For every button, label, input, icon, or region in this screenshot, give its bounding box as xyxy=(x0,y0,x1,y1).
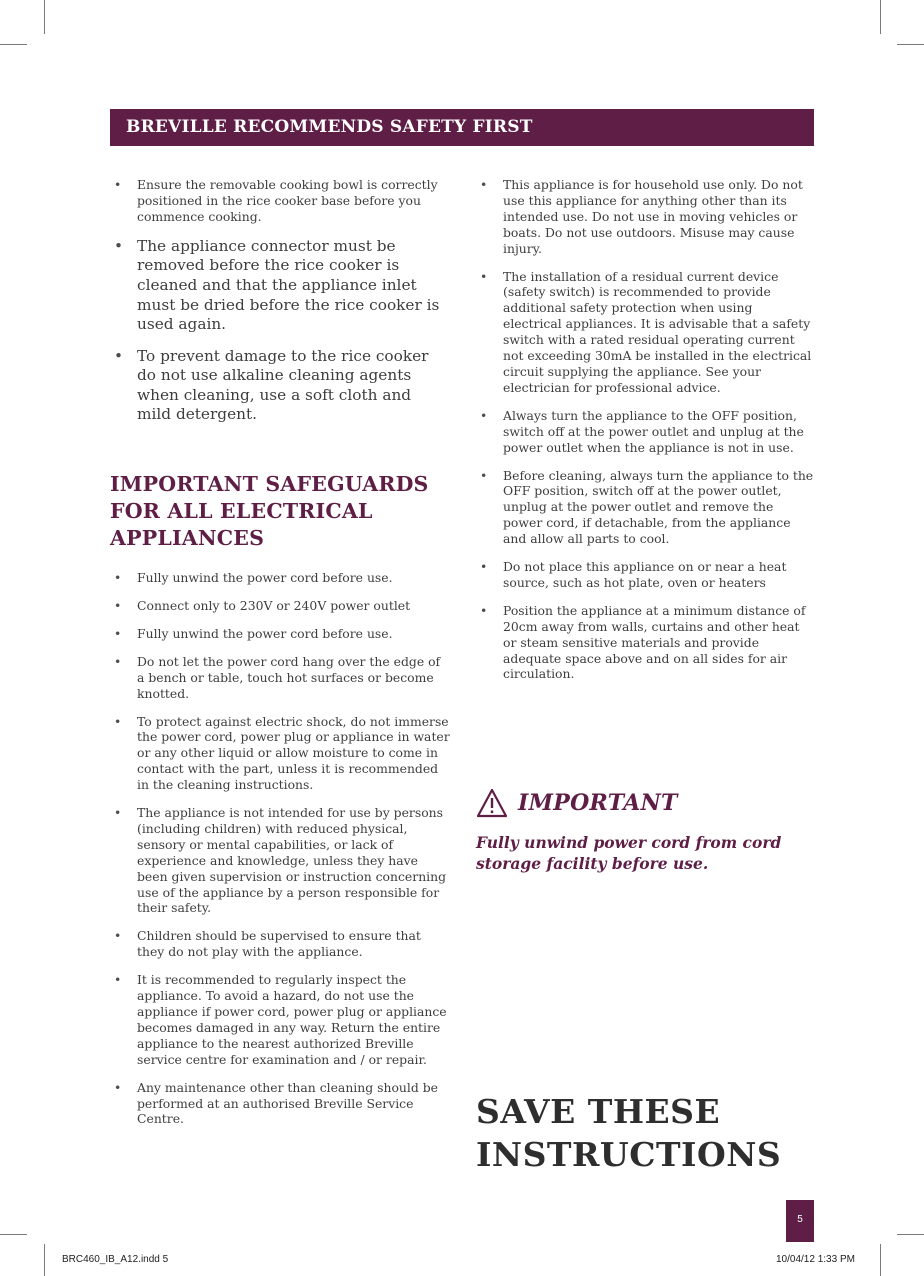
page-number-tab: 5 xyxy=(786,1200,814,1242)
crop-mark xyxy=(44,0,45,34)
file-slug: BRC460_IB_A12.indd 5 xyxy=(62,1254,169,1265)
left-column xyxy=(110,177,450,1139)
crop-mark xyxy=(44,1244,45,1276)
crop-mark xyxy=(880,1244,881,1276)
safeguards-bullet-list xyxy=(110,570,450,1127)
list-item: • Any maintenance other than cleaning should be performed at an authorised Breville Service Centre. xyxy=(114,1079,438,1127)
list-item: • The installation of a residual current device (safety switch) is recommended to provide additional safety protection when using electrical appliances. It is advisable that a safety switch with a rated residual operating current not exceeding 30mA be installed in the electrical circuit supplying the appliance. See your electrician for professional advice. xyxy=(480,268,812,395)
list-item: • It is recommended to regularly inspect the appliance. To avoid a hazard, do not use the appliance if power cord, power plug or appliance becomes damaged in any way. Return the entire appliance to the nearest authorized Breville service centre for examination and / or repair. xyxy=(114,972,447,1067)
list-item: • Before cleaning, always turn the appliance to the OFF position, switch off at the power outlet, unplug at the power outlet and remove the power cord, if detachable, from the appliance and allow all parts to cool. xyxy=(480,467,814,547)
bullet-icon: • xyxy=(114,805,122,821)
bullet-icon: • xyxy=(480,268,488,284)
important-callout xyxy=(476,788,806,874)
bullet-icon: • xyxy=(114,653,122,669)
list-item: • Do not place this appliance on or near a heat source, such as hot plate, oven or heaters xyxy=(480,559,787,590)
section-header-bar: BREVILLE RECOMMENDS SAFETY FIRST xyxy=(110,109,814,146)
list-item: • Position the appliance at a minimum distance of 20cm away from walls, curtains and other heat or steam sensitive materials and provide adequate space above and on all sides for air circulation. xyxy=(480,602,806,682)
bullet-icon: • xyxy=(114,236,124,255)
list-item: • Fully unwind the power cord before use. xyxy=(114,625,393,641)
bullet-icon: • xyxy=(480,467,488,483)
crop-mark xyxy=(897,1234,924,1235)
bullet-icon: • xyxy=(114,928,122,944)
crop-mark xyxy=(880,0,881,34)
bullet-icon: • xyxy=(480,559,488,575)
cleaning-bullet-list xyxy=(110,237,450,425)
list-item: • Fully unwind the power cord before use. xyxy=(114,570,393,586)
crop-mark xyxy=(0,1234,27,1235)
household-bullet-list xyxy=(476,177,814,682)
bullet-icon: • xyxy=(480,177,488,192)
warning-triangle-icon xyxy=(476,788,508,818)
bullet-icon: • xyxy=(480,602,488,618)
bullet-icon: • xyxy=(114,597,122,613)
list-item: • The appliance connector must be removed before the rice cooker is cleaned and that the appliance inlet must be dried before the rice cooker is used again. xyxy=(114,236,440,334)
bullet-icon: • xyxy=(114,713,122,729)
list-item: • This appliance is for household use only. Do not use this appliance for anything other than its intended use. Do not use in moving vehicles or boats. Do not use outdoors. Misuse may cause injury. xyxy=(480,177,803,256)
crop-mark xyxy=(0,44,27,45)
right-column xyxy=(476,177,814,694)
list-item: • Connect only to 230V or 240V power outlet xyxy=(114,597,411,613)
list-item: • To prevent damage to the rice cooker do not use alkaline cleaning agents when cleaning, use a soft cloth and mild detergent. xyxy=(114,346,429,424)
bullet-icon: • xyxy=(480,407,488,423)
bullet-icon: • xyxy=(114,625,122,641)
list-item: • Ensure the removable cooking bowl is correctly positioned in the rice cooker base before you commence cooking. xyxy=(114,177,438,224)
bullet-icon: • xyxy=(114,1079,122,1095)
list-item: • Do not let the power cord hang over the edge of a bench or table, touch hot surfaces or become knotted. xyxy=(114,653,441,701)
intro-bullet-list xyxy=(110,177,450,225)
date-slug: 10/04/12 1:33 PM xyxy=(776,1254,855,1265)
bullet-icon: • xyxy=(114,177,122,192)
important-title: IMPORTANT xyxy=(518,790,678,816)
list-item: • The appliance is not intended for use by persons (including children) with reduced physical, sensory or mental capabilities, or lack of experience and knowledge, unless they have been given supervision or instruction concerning use of the appliance by a person responsible for their safety. xyxy=(114,805,447,916)
bullet-icon: • xyxy=(114,570,122,586)
bullet-icon: • xyxy=(114,972,122,988)
important-text: Fully unwind power cord from cord storage facility before use. xyxy=(476,833,782,873)
list-item: • To protect against electric shock, do not immerse the power cord, power plug or appliance in water or any other liquid or allow moisture to come in contact with the part, unless it is recommended in the cleaning instructions. xyxy=(114,713,450,793)
section-title: IMPORTANT SAFEGUARDS FOR ALL ELECTRICAL APPLIANCES xyxy=(110,472,429,551)
important-header xyxy=(476,788,806,818)
list-item: • Always turn the appliance to the OFF position, switch off at the power outlet and unplug at the power outlet when the appliance is not in use. xyxy=(480,407,804,455)
crop-mark xyxy=(897,44,924,45)
list-item: • Children should be supervised to ensure that they do not play with the appliance. xyxy=(114,928,421,960)
save-instructions-title: SAVE THESE INSTRUCTIONS xyxy=(476,1092,782,1174)
bullet-icon: • xyxy=(114,346,124,365)
